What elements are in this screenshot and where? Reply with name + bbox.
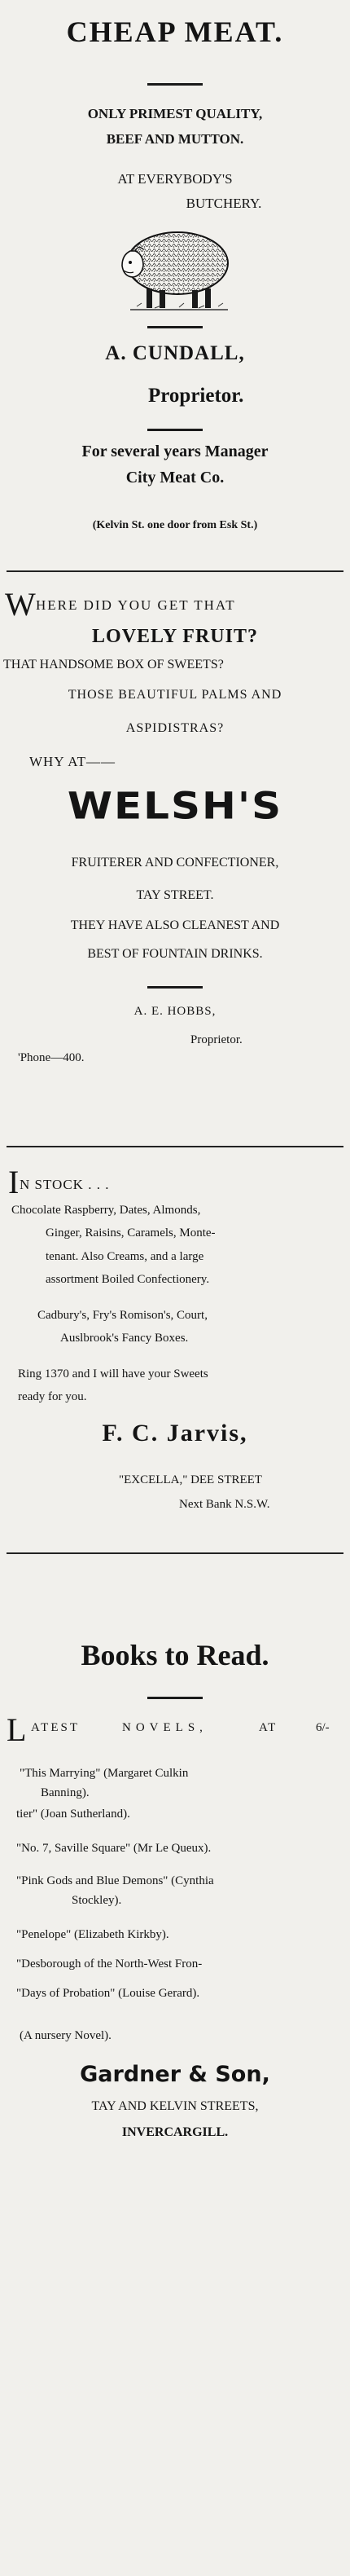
ad2-desc4: BEST OF FOUNTAIN DRINKS. [87,947,263,961]
ad4-drop-cap: L [7,1711,27,1748]
ad2-desc3: THEY HAVE ALSO CLEANEST AND [70,918,280,932]
ad1-former1: For several years Manager [81,443,269,460]
ad2-why: WHY AT—— [29,754,116,769]
ad1-former2: City Meat Co. [125,469,225,487]
ad2-phone: 'Phone—400. [18,1051,85,1064]
ad1-line1: ONLY PRIMEST QUALITY, [87,106,263,121]
ad3-body3: tenant. Also Creams, and a large [46,1250,204,1263]
ad2-owner: A. E. HOBBS, [133,1005,217,1018]
sheep-icon [114,218,236,315]
ad2-shop-name: WELSH'S [67,784,283,828]
ad4-intro-b: NOVELS, [122,1721,208,1734]
ad1-rule-top [147,83,203,86]
ad4-book1b: Banning). [41,1786,90,1799]
ad1-line2: BEEF AND MUTTON. [106,131,244,147]
ad4-book1c: tier" (Joan Sutherland). [16,1808,130,1821]
ad4-intro-a: ATEST [31,1721,80,1734]
ad4-book5: "Desborough of the North-West Fron- [16,1957,203,1971]
ad4-book3b: Stockley). [72,1894,122,1907]
ad1-title: Proprietor. [148,385,244,407]
ad3-name: F. C. Jarvis, [102,1420,248,1447]
ad3-location: Next Bank N.S.W. [179,1498,270,1511]
ad1-line3: AT EVERYBODY'S [117,171,233,187]
ad2-rule [147,986,203,989]
ad4-book3a: "Pink Gods and Blue Demons" (Cynthia [16,1874,214,1887]
ad4-address: TAY AND KELVIN STREETS, [91,2099,259,2113]
divider-1 [7,570,343,572]
ad3-body6: Auslbrook's Fancy Boxes. [60,1332,189,1345]
ad2-line4: ASPIDISTRAS? [125,721,225,735]
ad4-city: INVERCARGILL. [121,2125,229,2139]
ad1-address: (Kelvin St. one door from Esk St.) [92,519,258,531]
ad2-desc1: FRUITERER AND CONFECTIONER, [71,856,279,870]
ad3-body5: Cadbury's, Fry's Romison's, Court, [37,1309,208,1322]
ad2-line2: THAT HANDSOME BOX OF SWEETS? [3,658,224,672]
ad4-intro-d: 6/- [316,1721,330,1734]
ad2-lovely-fruit: LOVELY FRUIT? [92,626,258,647]
ad1-rule-2 [147,429,203,431]
ad2-line1: HERE DID YOU GET THAT [36,597,236,613]
ad3-body7: Ring 1370 and I will have your Sweets [18,1367,208,1380]
ad1-headline: CHEAP MEAT. [66,15,284,48]
ad1-rule-mid [147,326,203,328]
ad4-name: Gardner & Son, [80,2062,270,2087]
ad3-body8: ready for you. [18,1390,87,1403]
ad4-headline: Books to Read. [81,1639,269,1671]
divider-3 [7,1552,343,1554]
ad2-drop-cap: W [5,586,36,623]
ad4-intro-c: AT [259,1721,278,1734]
ad2-desc2: TAY STREET. [136,888,214,902]
ad4-book6: "Days of Probation" (Louise Gerard). [16,1987,200,2000]
ad3-line1: N STOCK . . . [20,1177,110,1192]
ad4-book7: (A nursery Novel). [20,2029,112,2042]
ad3-shop: "EXCELLA," DEE STREET [119,1473,262,1486]
ad4-book2: "No. 7, Saville Square" (Mr Le Queux). [16,1842,212,1855]
ad4-rule [147,1697,203,1699]
ad2-owner-title: Proprietor. [190,1033,243,1046]
ad1-line4: BUTCHERY. [186,196,262,211]
ad3-body2: Ginger, Raisins, Caramels, Monte- [46,1226,216,1240]
ad1-name: A. CUNDALL, [105,342,245,364]
ad3-body4: assortment Boiled Confectionery. [46,1273,210,1286]
ad3-body1: Chocolate Raspberry, Dates, Almonds, [11,1204,201,1217]
ad2-line3: THOSE BEAUTIFUL PALMS AND [68,688,282,702]
divider-2 [7,1146,343,1147]
ad3-drop-cap: I [8,1164,20,1200]
ad4-book4: "Penelope" (Elizabeth Kirkby). [16,1928,169,1941]
ad4-book1a: "This Marrying" (Margaret Culkin [20,1767,189,1780]
